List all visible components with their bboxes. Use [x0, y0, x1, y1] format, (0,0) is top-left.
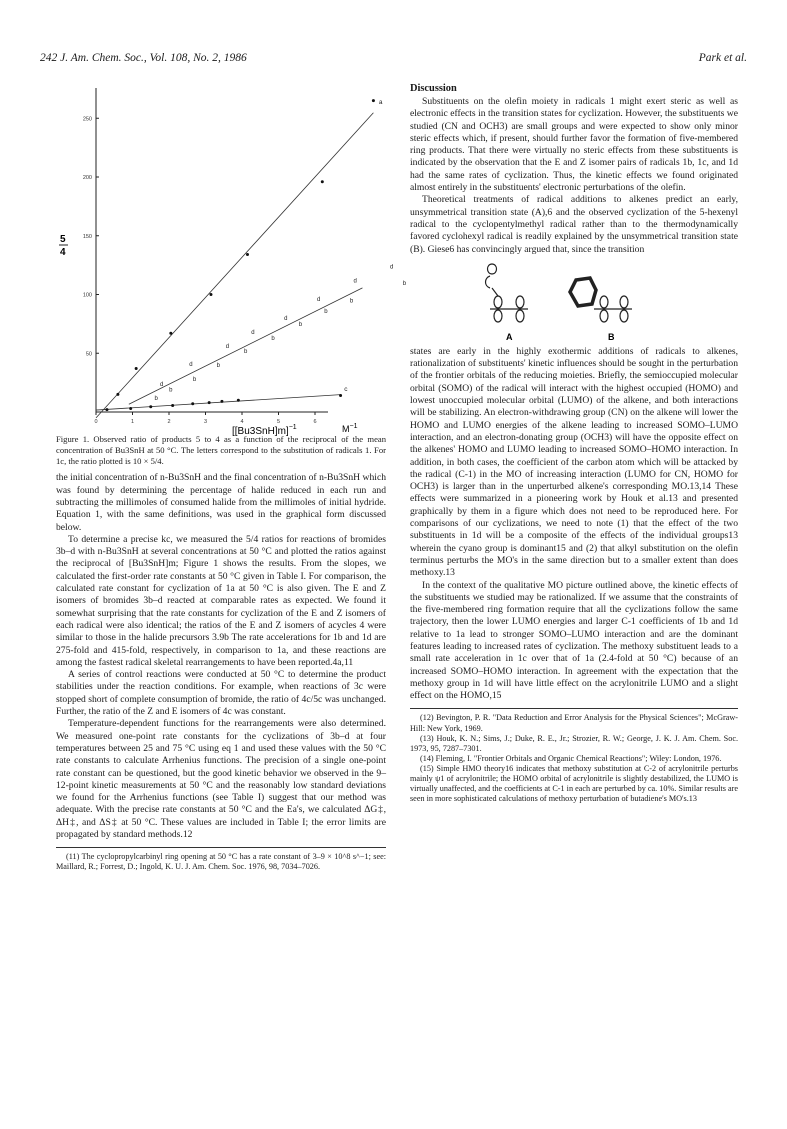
x-tick-label: 6 [313, 419, 317, 425]
data-point-a [209, 293, 212, 296]
data-point-d: d [389, 264, 394, 271]
structure-b-label: B [608, 331, 615, 342]
chart-data-marks [105, 99, 406, 411]
data-point-c [208, 401, 211, 404]
data-point-c [220, 400, 223, 403]
data-point-a [169, 332, 172, 335]
figure-1-chart [56, 80, 407, 437]
figure-1-caption: Figure 1. Observed ratio of products 5 to 4 as a function of the reciprocal of the mean concentration of Bu3SnH at 50 °C. The letters correspond to the substitution of radicals 1. For 1c, the ratio plotted is 10 × 5/4. [56, 434, 386, 466]
y-tick-label: 200 [82, 175, 92, 181]
data-point-d: d [189, 361, 193, 368]
right-paragraph-4: In the context of the qualitative MO picture outlined above, the kinetic effects of the substituents we studied may be rationalized. If we assume that the constraints of the five-membered ring formation require that all the cyclizations follow the same trajectory, then the lower LUMO energies and larger C-1 coefficients of 1b and 1d relative to 1a lead to stronger SOMO–LUMO interaction and are the dominant features leading to increased rates of cyclization. The methoxy substituent leads to a small rate acceleration in 1c over that of 1a (2.4-fold at 50 °C) because of an increased SOMO–HOMO interaction. In agreement with the expectation that the methoxy group in 1d will have little effect on the acrylonitrile LUMO and a slight effect on the HOMO,15 [410, 579, 738, 702]
left-paragraph-2: To determine a precise kc, we measured the 5/4 ratios for reactions of bromides 3b–d with n-Bu3SnH at several concentrations at 50 °C and plotted the ratios against the reciprocal of [Bu3SnH]m; Figure 1 shows the results. From the slopes, we calculated the first-order rate constants at 50 °C given in Table I. For comparison, the calculated rate constant for cyclization of 1a at 50 °C is also given. The E and Z isomers of bromides 3b–d reacted at comparable rates as expected. We found it somewhat surprising that the rate constants for cyclization of the E and Z isomers of each radical were also identical; the ratios of the E and Z isomers of acycles 4 were similar to those in the halide precursors 3.9b The rate accelerations for 1b and 1d are 275-fold and 415-fold, respectively, in comparison to 1a, and these reactions are among the fastest radical skeletal rearrangements to have been reported.4a,11 [56, 533, 386, 668]
footnote-11: (11) The cyclopropylcarbinyl ring opening at 50 °C has a rate constant of 3–9 × 10^8 s^−1; see: Maillard, R.; Forrest, D.; Ingold, K. U. J. Am. Chem. Soc. 1976, 98, 7034–7026. [56, 852, 386, 872]
x-axis-label: $[[Bu3SnH]m]^{-1}$ [232, 424, 297, 437]
series-label-a: a [378, 99, 383, 107]
data-point-a [135, 367, 138, 370]
right-paragraph-1: Substituents on the olefin moiety in radicals 1 might exert steric as well as electronic effects in the transition states for cyclization. However, the substituents we studied (CN and OCH3) are small groups and were expected to show only minor steric effects which, if present, should further favor the formation of five-membered ring products. That there were virtually no steric effects from these substituents is indicated by the observation that the E and Z isomer pairs of radicals 1b, 1c, and 1d had the same rates of cyclization. Thus, the kinetic effects we found originated almost entirely in the substituents' electronic perturbations of the olefin. [410, 96, 738, 194]
data-point-b: b [154, 395, 158, 402]
data-point-c [191, 402, 194, 405]
data-point-b: b [402, 280, 407, 287]
y-tick-label: 250 [82, 116, 92, 123]
right-paragraph-2: Theoretical treatments of radical additions to alkenes predict an early, unsymmetrical transition state (A),6 and the observed cyclization of the 5-hexenyl radical to the cyclopentylmethyl radical rather than to the thermodynamically favored cyclohexyl radical is readily explained by the unsymmetrical transition state (B). Giese6 has convincingly argued that, since the transition [410, 194, 738, 255]
left-paragraph-1: the initial concentration of n-Bu3SnH and the final concentration of n-Bu3SnH which was found by determining the percentage of halide reduced in each run and subtracting the millimoles of consumed halide from the millimoles of initial hydride. Equation 1, with the same definitions, was used in the graphical form discussed below. [56, 472, 386, 533]
data-point-b: b [243, 348, 248, 355]
left-column [56, 80, 407, 872]
y-axis-label-numerator: 5 [60, 234, 66, 245]
data-point-c [149, 405, 152, 408]
author-running-head: Park et al. [698, 52, 747, 64]
x-tick-label: 4 [240, 419, 244, 425]
journal-citation: 242 J. Am. Chem. Soc., Vol. 108, No. 2, 1986 [40, 52, 247, 64]
data-point-d: d [225, 344, 230, 351]
y-tick-label: 50 [85, 351, 92, 358]
footnote-15: (15) Simple HMO theory16 indicates that methoxy substitution at C-2 of acrylonitrile perturbs mainly ψ1 of acrylonitrile; the HOMO orbital of acrylonitrile is slightly destabilized, the LUMO is virtually unaffected, and the coefficients at C-1 in each are perturbed by ca. 10%. Similar results are seen in more sophisticated calculations of methoxy perturbation of butadiene's MO's.13 [410, 763, 738, 804]
data-point-a [321, 180, 324, 183]
data-point-a [116, 393, 119, 396]
data-point-c [237, 399, 240, 402]
structure-a [486, 264, 529, 322]
x-tick-label: 5 [276, 419, 281, 425]
footnote-divider [410, 708, 738, 709]
data-point-a [246, 253, 249, 256]
data-point-c [171, 404, 174, 407]
fit-line-b-d [129, 288, 363, 404]
data-point-c [129, 407, 132, 410]
x-axis-unit: $M^{-1}$ [342, 423, 358, 434]
data-point-b: b [216, 363, 220, 369]
chart-ticks [83, 116, 317, 425]
series-label-c: c [344, 385, 348, 393]
x-tick-label: 2 [167, 419, 171, 425]
data-point-b: b [349, 298, 354, 305]
right-column [410, 80, 738, 804]
data-point-d: d [160, 381, 164, 388]
footnote-14: (14) Fleming, I. "Frontier Orbitals and Organic Chemical Reactions"; Wiley: London, 1976. [420, 753, 722, 763]
footnote-divider [56, 847, 386, 848]
left-paragraph-4: Temperature-dependent functions for the rearrangements were also determined. We measured one-point rate constants for the cyclizations of 3b–d at four temperatures between 25 and 75 °C using eq 1 and used these values with the 50 °C rate constants to calculate Arrhenius functions. The precision of a single one-point rate constant can be questioned, but the good kinetic behavior we observed in the 9–12-point kinetic measurements at 50 °C and the reasonably low standard deviations we found for the Arrhenius functions (see Table I) suggest that our method was adequate. With the precise rate constants at 50 °C and the Ea's, we calculated ΔG‡, ΔH‡, and ΔS‡ at 50 °C. These values are included in Table I; the error limits are propagated by standard methods.12 [56, 718, 386, 840]
data-point-d: d [353, 278, 357, 285]
data-point-d: d [284, 316, 288, 322]
data-point-a [372, 99, 375, 102]
data-point-d: d [316, 297, 321, 304]
running-header [40, 52, 747, 70]
x-tick-label: 3 [203, 419, 208, 425]
data-point-b: b [271, 335, 275, 342]
data-point-b: b [192, 377, 197, 384]
data-point-b: b [298, 321, 303, 328]
x-tick-label: 0 [94, 419, 98, 425]
chart-fit-lines [96, 113, 373, 418]
data-point-c [339, 394, 342, 397]
footnote-13: (13) Houk, K. N.; Sims, J.; Duke, R. E., Jr.; Strozier, R. W.; George, J. K. J. Am. Chem. Soc. 1973, 95, 7287–7301. [410, 733, 738, 753]
fit-line-a [96, 113, 373, 418]
section-heading-discussion: Discussion [410, 83, 457, 94]
transition-state-diagram [410, 256, 738, 346]
y-axis-label-denominator: 4 [60, 247, 66, 258]
left-paragraph-3: A series of control reactions were conducted at 50 °C to determine the product stabilities under the reaction conditions. For example, when reactions of 3c were stopped short of complete consumption of bromide, the ratio of 4c/5c was unchanged. Further, the ratio of the Z and E isomers of 4c was constant. [56, 669, 386, 718]
y-tick-label: 150 [82, 233, 92, 240]
y-tick-label: 100 [82, 292, 92, 299]
right-paragraph-3: states are early in the highly exothermic additions of radicals to alkenes, rationalization of substituents' kinetic influences should be sought in the perturbation of the frontier orbitals of the reducing moieties. Briefly, the semioccupied molecular orbital (SOMO) of the radical will interact with the highest occupied (HOMO) and lowest unoccupied molecular orbital (LUMO) of the alkene, and both interactions will be stabilizing. An electron-withdrawing group (CN) on the alkene will lower the HOMO and LUMO energies of the alkene leading to increased SOMO–LUMO interaction, and an electron-donating group (OCH3) will have the opposite effect on the alkenes' HOMO and LUMO leading to increased SOMO–HOMO interaction. In addition, in both cases, the coefficient of the carbon atom which will be attacked by the radical (C-1) in the MO of increasing interaction (LUMO for CN, HOMO for OCH3) is larger than in the unperturbed alkene's corresponding MO.13,14 These effects were summarized in a pioneering work by Houk et al.13 and presented graphically by them in a figure which does not need to be reproduced here. For comparisons of our cyclizations, we need to note (1) that the effect of the two substituents in 1d will be a composite of the effects of the individual groups13 wherein the cyano group is dominant15 and (2) that alkyl substitution on the olefin terminus perturbs the MO's in the same direction but to a smaller extent than does methoxy.13 [410, 345, 738, 579]
footnote-12: (12) Bevington, P. R. "Data Reduction and Error Analysis for the Physical Sciences"; McGraw-Hill: New York, 1969. [410, 713, 738, 733]
chart-axes [96, 88, 328, 412]
data-point-d: d [251, 330, 255, 337]
data-point-c [105, 408, 108, 411]
structure-b [570, 278, 632, 322]
structure-a-label: A [506, 331, 513, 342]
data-point-b: b [324, 308, 328, 315]
x-tick-label: 1 [130, 419, 135, 425]
data-point-b: b [169, 387, 173, 394]
